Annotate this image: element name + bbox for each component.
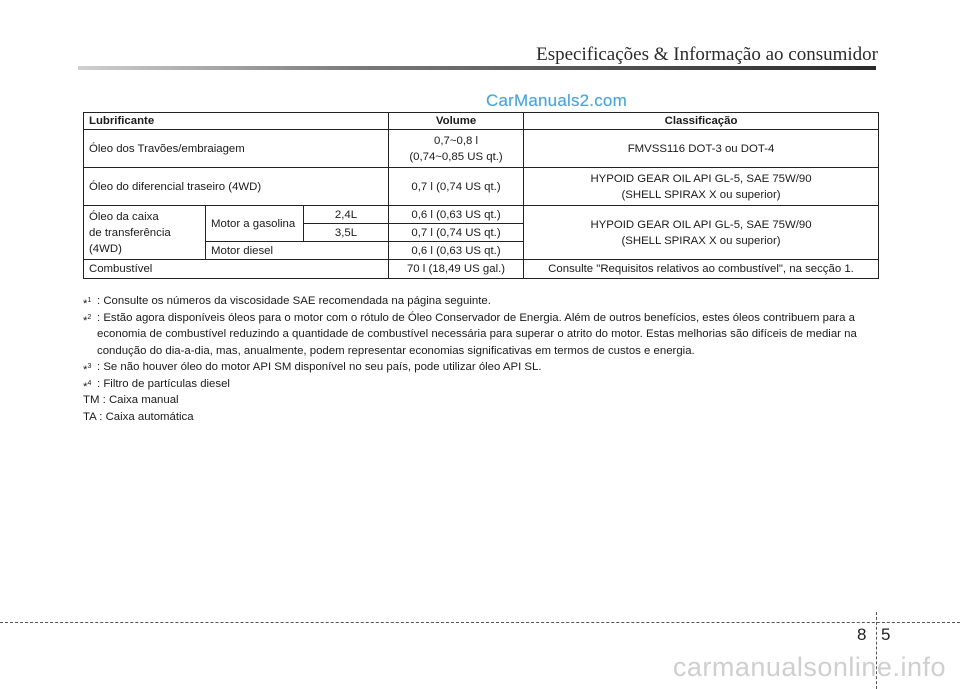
table-row [84,130,879,168]
footnote-text: : Se não houver óleo do motor API SM disponível no seu país, pode utilizar óleo API SL. [97,361,542,373]
class-line-1: HYPOID GEAR OIL API GL-5, SAE 75W/90 [590,172,812,185]
header-volume: Volume [389,113,524,130]
row-transfer-case-name [84,206,206,260]
class-line-2: (SHELL SPIRAX X ou superior) [621,234,781,247]
volume-2-4l: 0,6 l (0,63 US qt.) [389,206,524,224]
page-number: 5 [881,625,891,644]
footnote-text: : Consulte os números da viscosidade SAE recomendada na página seguinte. [97,295,491,307]
footnotes [83,293,883,425]
page-header-title: Especificações & Informação ao consumidor [536,44,878,65]
volume-diesel: 0,6 l (0,63 US qt.) [389,242,524,260]
row-fuel-name: Combustível [84,260,389,279]
row-rear-diff-name: Óleo do diferencial traseiro (4WD) [84,168,389,206]
footnote-1 [83,293,883,310]
footnote-2 [83,310,883,360]
table-row [84,260,879,279]
engine-gasoline-label: Motor a gasolina [206,206,304,242]
row-rear-diff-class [524,168,879,206]
abbrev-ta: TA : Caixa automática [83,410,194,423]
footnote-marker: *$^2$ [83,313,92,327]
row-brake-fluid-volume [389,130,524,168]
footnote-4 [83,376,883,393]
watermark-bottom: carmanualsonline.info [672,652,946,682]
lubricant-spec-table [83,112,879,279]
footnote-marker: *$^4$ [83,379,92,393]
table-row [84,206,879,224]
name-line-2: de transferência [89,226,171,239]
row-brake-fluid-name: Óleo dos Travões/embraiagem [84,130,389,168]
table-header-row [84,113,879,130]
watermark-top: CarManuals2.com [486,91,627,110]
footnote-3 [83,359,883,376]
table-row [84,168,879,206]
header-lubricant: Lubrificante [84,113,389,130]
abbrev-tm: TM : Caixa manual [83,394,179,406]
footnote-marker: *$^1$ [83,297,92,310]
row-rear-diff-volume: 0,7 l (0,74 US qt.) [389,168,524,206]
footnote-text: : Estão agora disponíveis óleos para o motor com o rótulo de Óleo Conservador de Energia. Além de outros benefícios, estes óleos contribuem para a economia de combustível reduzindo a quantidade de combustível necessária para superar o atrito do motor. Estas melhorias são difíceis de mediar na condução do dia-a-dia, mas, anualmente, podem representar economias significativas em termos de custos e energia. [97,311,857,357]
footer-divider [0,622,960,623]
engine-2-4l: 2,4L [304,206,389,224]
name-line-1: Óleo da caixa [89,210,159,223]
volume-3-5l: 0,7 l (0,74 US qt.) [389,224,524,242]
class-line-1: HYPOID GEAR OIL API GL-5, SAE 75W/90 [590,218,812,231]
footnote-marker: *$^3$ [83,363,92,376]
row-transfer-case-class [524,206,879,260]
chapter-number: 8 [857,625,867,644]
footnote-text: : Filtro de partículas diesel [97,377,230,390]
header-divider [78,66,876,70]
volume-line-2: (0,74~0,85 US qt.) [409,150,503,163]
volume-line-1: 0,7~0,8 l [434,134,479,147]
header-classification: Classificação [524,113,879,130]
class-line-2: (SHELL SPIRAX X ou superior) [621,188,781,201]
row-fuel-class: Consulte "Requisitos relativos ao combustível", na secção 1. [524,260,879,279]
engine-diesel-label: Motor diesel [206,242,389,260]
row-brake-fluid-class: FMVSS116 DOT-3 ou DOT-4 [524,130,879,168]
name-line-3: (4WD) [89,242,122,255]
row-fuel-volume: 70 l (18,49 US gal.) [389,260,524,279]
engine-3-5l: 3,5L [304,224,389,242]
